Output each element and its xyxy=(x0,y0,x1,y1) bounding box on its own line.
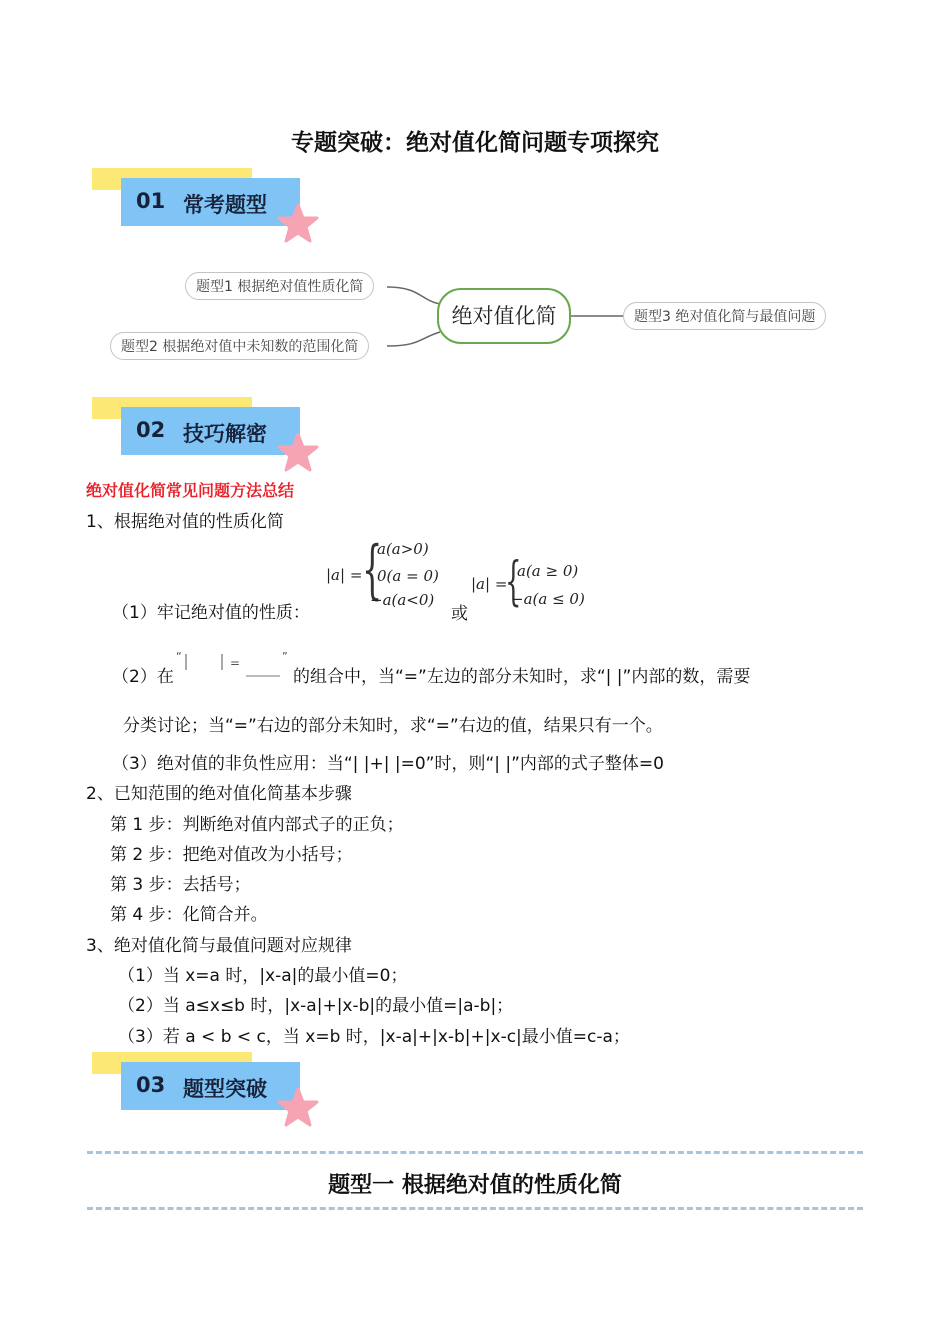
star-icon xyxy=(277,1088,319,1128)
section-number: 01 xyxy=(136,189,166,213)
step-3: 第 3 步：去括号； xyxy=(110,875,251,895)
formula2-case2: −a(a ≤ 0) xyxy=(511,590,585,608)
rule-2: （2）当 a≤x≤b 时，|x-a|+|x-b|的最小值=|a-b|； xyxy=(118,996,514,1016)
divider-bottom xyxy=(87,1207,863,1210)
rule-3: （3）若 a < b < c，当 x=b 时，|x-a|+|x-b|+|x-c|最小值=c-a； xyxy=(118,1027,630,1047)
svg-text:=: = xyxy=(230,656,241,670)
subsection-title: 题型一 根据绝对值的性质化简 xyxy=(328,1172,622,1198)
formula1-case2: 0(a = 0) xyxy=(377,567,439,585)
formula2-case1: a(a ≥ 0) xyxy=(517,562,579,580)
svg-text:”: ” xyxy=(282,650,288,663)
section-header-02 xyxy=(92,397,332,475)
point-2: 2、已知范围的绝对值化简基本步骤 xyxy=(86,784,352,804)
point-1: 1、根据绝对值的性质化简 xyxy=(86,512,284,532)
page-title: 专题突破：绝对值化简问题专项探究 xyxy=(291,129,659,156)
point-1-3: （3）绝对值的非负性应用：当“| |+| |=0”时，则“| |”内部的式子整体=0 xyxy=(112,754,664,774)
tips-heading: 绝对值化简常见问题方法总结 xyxy=(86,481,295,500)
point-3: 3、绝对值化简与最值问题对应规律 xyxy=(86,936,352,956)
star-icon xyxy=(277,433,319,473)
mindmap-node-type1: 题型1 根据绝对值性质化简 xyxy=(185,272,374,300)
section-label: 题型突破 xyxy=(183,1077,267,1101)
point-1-2-text: 的组合中，当“=”左边的部分未知时，求“| |”内部的数，需要 xyxy=(293,667,751,687)
step-2: 第 2 步：把绝对值改为小括号； xyxy=(110,845,353,865)
mindmap-node-type2: 题型2 根据绝对值中未知数的范围化简 xyxy=(110,332,369,360)
formula1-brace: { xyxy=(362,533,383,607)
mindmap-node-type3: 题型3 绝对值化简与最值问题 xyxy=(623,302,826,330)
abs-value-blank-icon xyxy=(174,648,294,684)
formula1-case1: a(a>0) xyxy=(377,540,429,558)
section-label: 常考题型 xyxy=(183,193,267,217)
formula2-brace: { xyxy=(505,552,522,612)
point-1-2-continue: 分类讨论；当“=”右边的部分未知时，求“=”右边的值，结果只有一个。 xyxy=(123,716,663,736)
or-text: 或 xyxy=(451,604,468,624)
divider-top xyxy=(87,1151,863,1154)
formula2-lhs: |a| = xyxy=(471,575,508,593)
mindmap-center: 绝对值化简 xyxy=(437,288,571,344)
step-1: 第 1 步：判断绝对值内部式子的正负； xyxy=(110,815,404,835)
svg-text:“: “ xyxy=(176,650,182,663)
formula1-case3: −a(a<0) xyxy=(370,591,435,609)
section-number: 02 xyxy=(136,418,166,442)
formula1-lhs: |a| = xyxy=(326,566,363,584)
step-4: 第 4 步：化简合并。 xyxy=(110,905,268,925)
point-1-2-prefix: （2）在 xyxy=(112,667,174,687)
point-1-1: （1）牢记绝对值的性质： xyxy=(112,603,310,623)
rule-1: （1）当 x=a 时，|x-a|的最小值=0； xyxy=(118,966,408,986)
section-label: 技巧解密 xyxy=(183,422,267,446)
section-number: 03 xyxy=(136,1073,166,1097)
section-header-03 xyxy=(92,1052,332,1130)
